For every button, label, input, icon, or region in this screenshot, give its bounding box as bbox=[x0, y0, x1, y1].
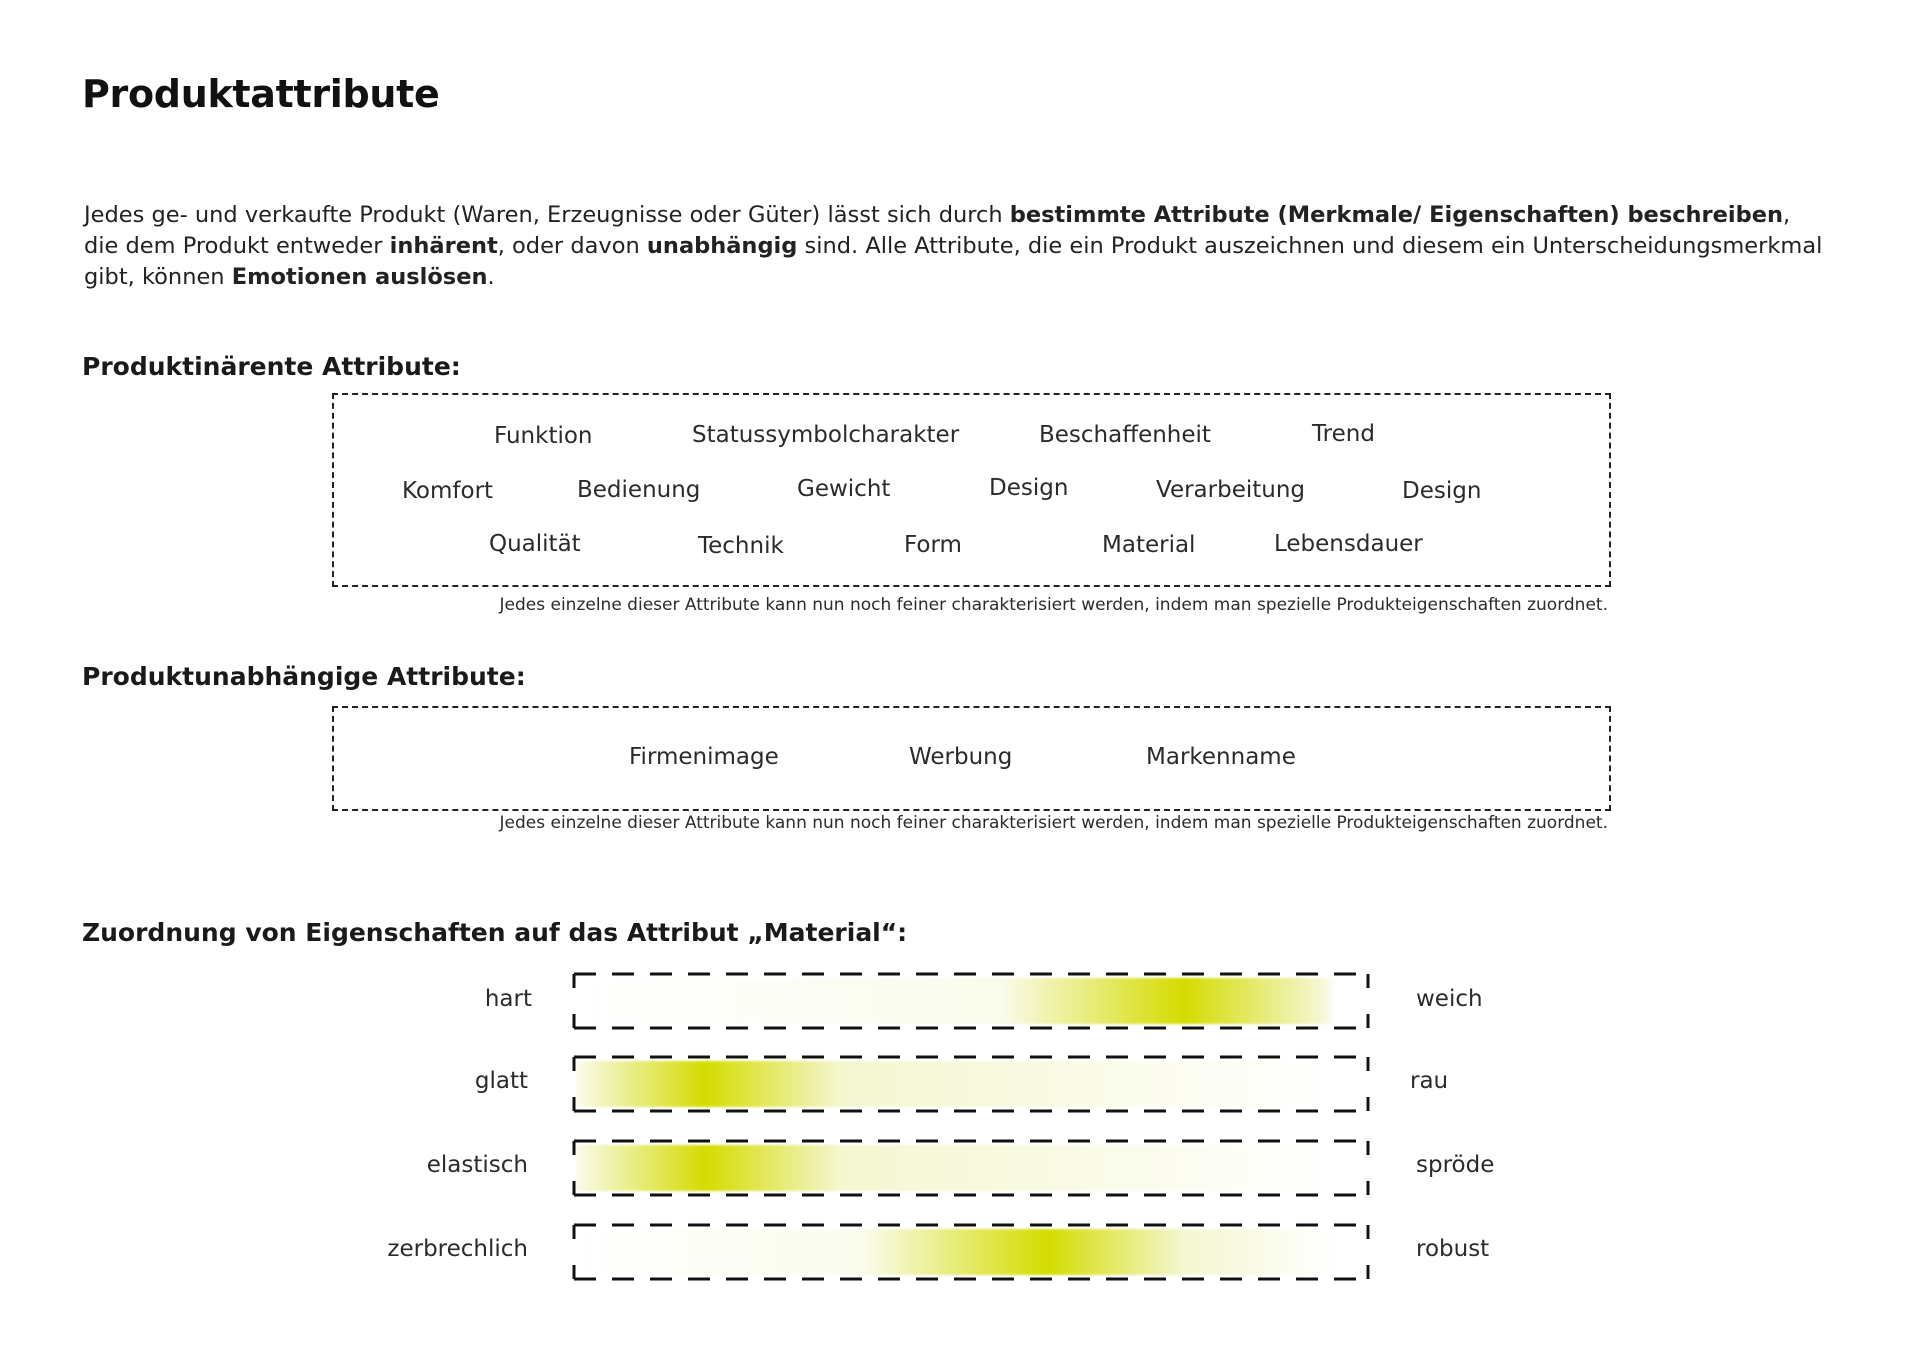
intro-paragraph bbox=[84, 200, 1824, 293]
inherent-attributes-box bbox=[332, 393, 1611, 587]
independent-heading: Produktunabhängige Attribute: bbox=[82, 662, 526, 691]
page-title: Produktattribute bbox=[82, 72, 440, 116]
tag-werbung: Werbung bbox=[909, 744, 1013, 770]
pole-right-1: rau bbox=[1410, 1068, 1449, 1094]
intro-text-2: , die dem Produkt entweder bbox=[84, 202, 1791, 259]
pole-left-1: glatt bbox=[474, 1068, 528, 1094]
tag-beschaffenheit: Beschaffenheit bbox=[1039, 422, 1211, 448]
scale-frame bbox=[572, 972, 1370, 1030]
scale-row-hart-weich bbox=[572, 972, 1370, 1030]
scale-row-elastisch-sproede bbox=[572, 1139, 1370, 1197]
tag-firmenimage: Firmenimage bbox=[629, 744, 779, 770]
independent-note: Jedes einzelne dieser Attribute kann nun noch feiner charakterisiert werden, indem man spezielle Produkteigenschaften zuordnet. bbox=[499, 813, 1608, 833]
pole-right-0: weich bbox=[1416, 986, 1483, 1012]
tag-komfort: Komfort bbox=[402, 478, 494, 504]
tag-design: Design bbox=[989, 475, 1069, 501]
intro-bold-2: inhärent bbox=[389, 233, 498, 259]
scale-row-zerbrechlich-robust bbox=[572, 1223, 1370, 1281]
tag-lebensdauer: Lebensdauer bbox=[1274, 531, 1423, 557]
intro-bold-4: Emotionen auslösen bbox=[231, 264, 488, 290]
scale-row-glatt-rau bbox=[572, 1055, 1370, 1113]
tag-funktion: Funktion bbox=[494, 423, 593, 449]
tag-gewicht: Gewicht bbox=[797, 476, 891, 502]
tag-markenname: Markenname bbox=[1146, 744, 1296, 770]
pole-right-3: robust bbox=[1416, 1236, 1490, 1262]
scale-frame bbox=[572, 1139, 1370, 1197]
intro-bold-3: unabhängig bbox=[646, 233, 798, 259]
scale-frame bbox=[572, 1055, 1370, 1113]
tag-bedienung: Bedienung bbox=[577, 477, 701, 503]
tag-technik: Technik bbox=[698, 533, 784, 559]
tag-material: Material bbox=[1102, 532, 1196, 558]
pole-left-2: elastisch bbox=[426, 1152, 528, 1178]
independent-attributes-box bbox=[332, 706, 1611, 811]
tag-qualitaet: Qualität bbox=[489, 531, 581, 557]
pole-right-2: spröde bbox=[1416, 1152, 1495, 1178]
tag-statussymbolcharakter: Statussymbolcharakter bbox=[692, 422, 960, 448]
inherent-heading: Produktinärente Attribute: bbox=[82, 352, 461, 381]
intro-text-1: Jedes ge- und verkaufte Produkt (Waren, Erzeugnisse oder Güter) lässt sich durch bbox=[84, 202, 1010, 228]
intro-bold-1: bestimmte Attribute (Merkmale/ Eigenschaften) beschreiben bbox=[1009, 202, 1784, 228]
intro-text-3: , oder davon bbox=[497, 233, 647, 259]
intro-text-5: . bbox=[487, 264, 495, 290]
scale-frame bbox=[572, 1223, 1370, 1281]
material-heading: Zuordnung von Eigenschaften auf das Attribut „Material“: bbox=[82, 918, 908, 947]
pole-left-0: hart bbox=[484, 986, 532, 1012]
tag-trend: Trend bbox=[1312, 421, 1375, 447]
inherent-note: Jedes einzelne dieser Attribute kann nun noch feiner charakterisiert werden, indem man spezielle Produkteigenschaften zuordnet. bbox=[499, 595, 1608, 615]
intro-text-4: sind. Alle Attribute, die ein Produkt auszeichnen und diesem ein Unterscheidungsmerkmal gibt, können bbox=[84, 233, 1823, 290]
tag-design-2: Design bbox=[1402, 478, 1482, 504]
pole-left-3: zerbrechlich bbox=[387, 1236, 528, 1262]
tag-verarbeitung: Verarbeitung bbox=[1156, 477, 1306, 503]
tag-form: Form bbox=[904, 532, 962, 558]
